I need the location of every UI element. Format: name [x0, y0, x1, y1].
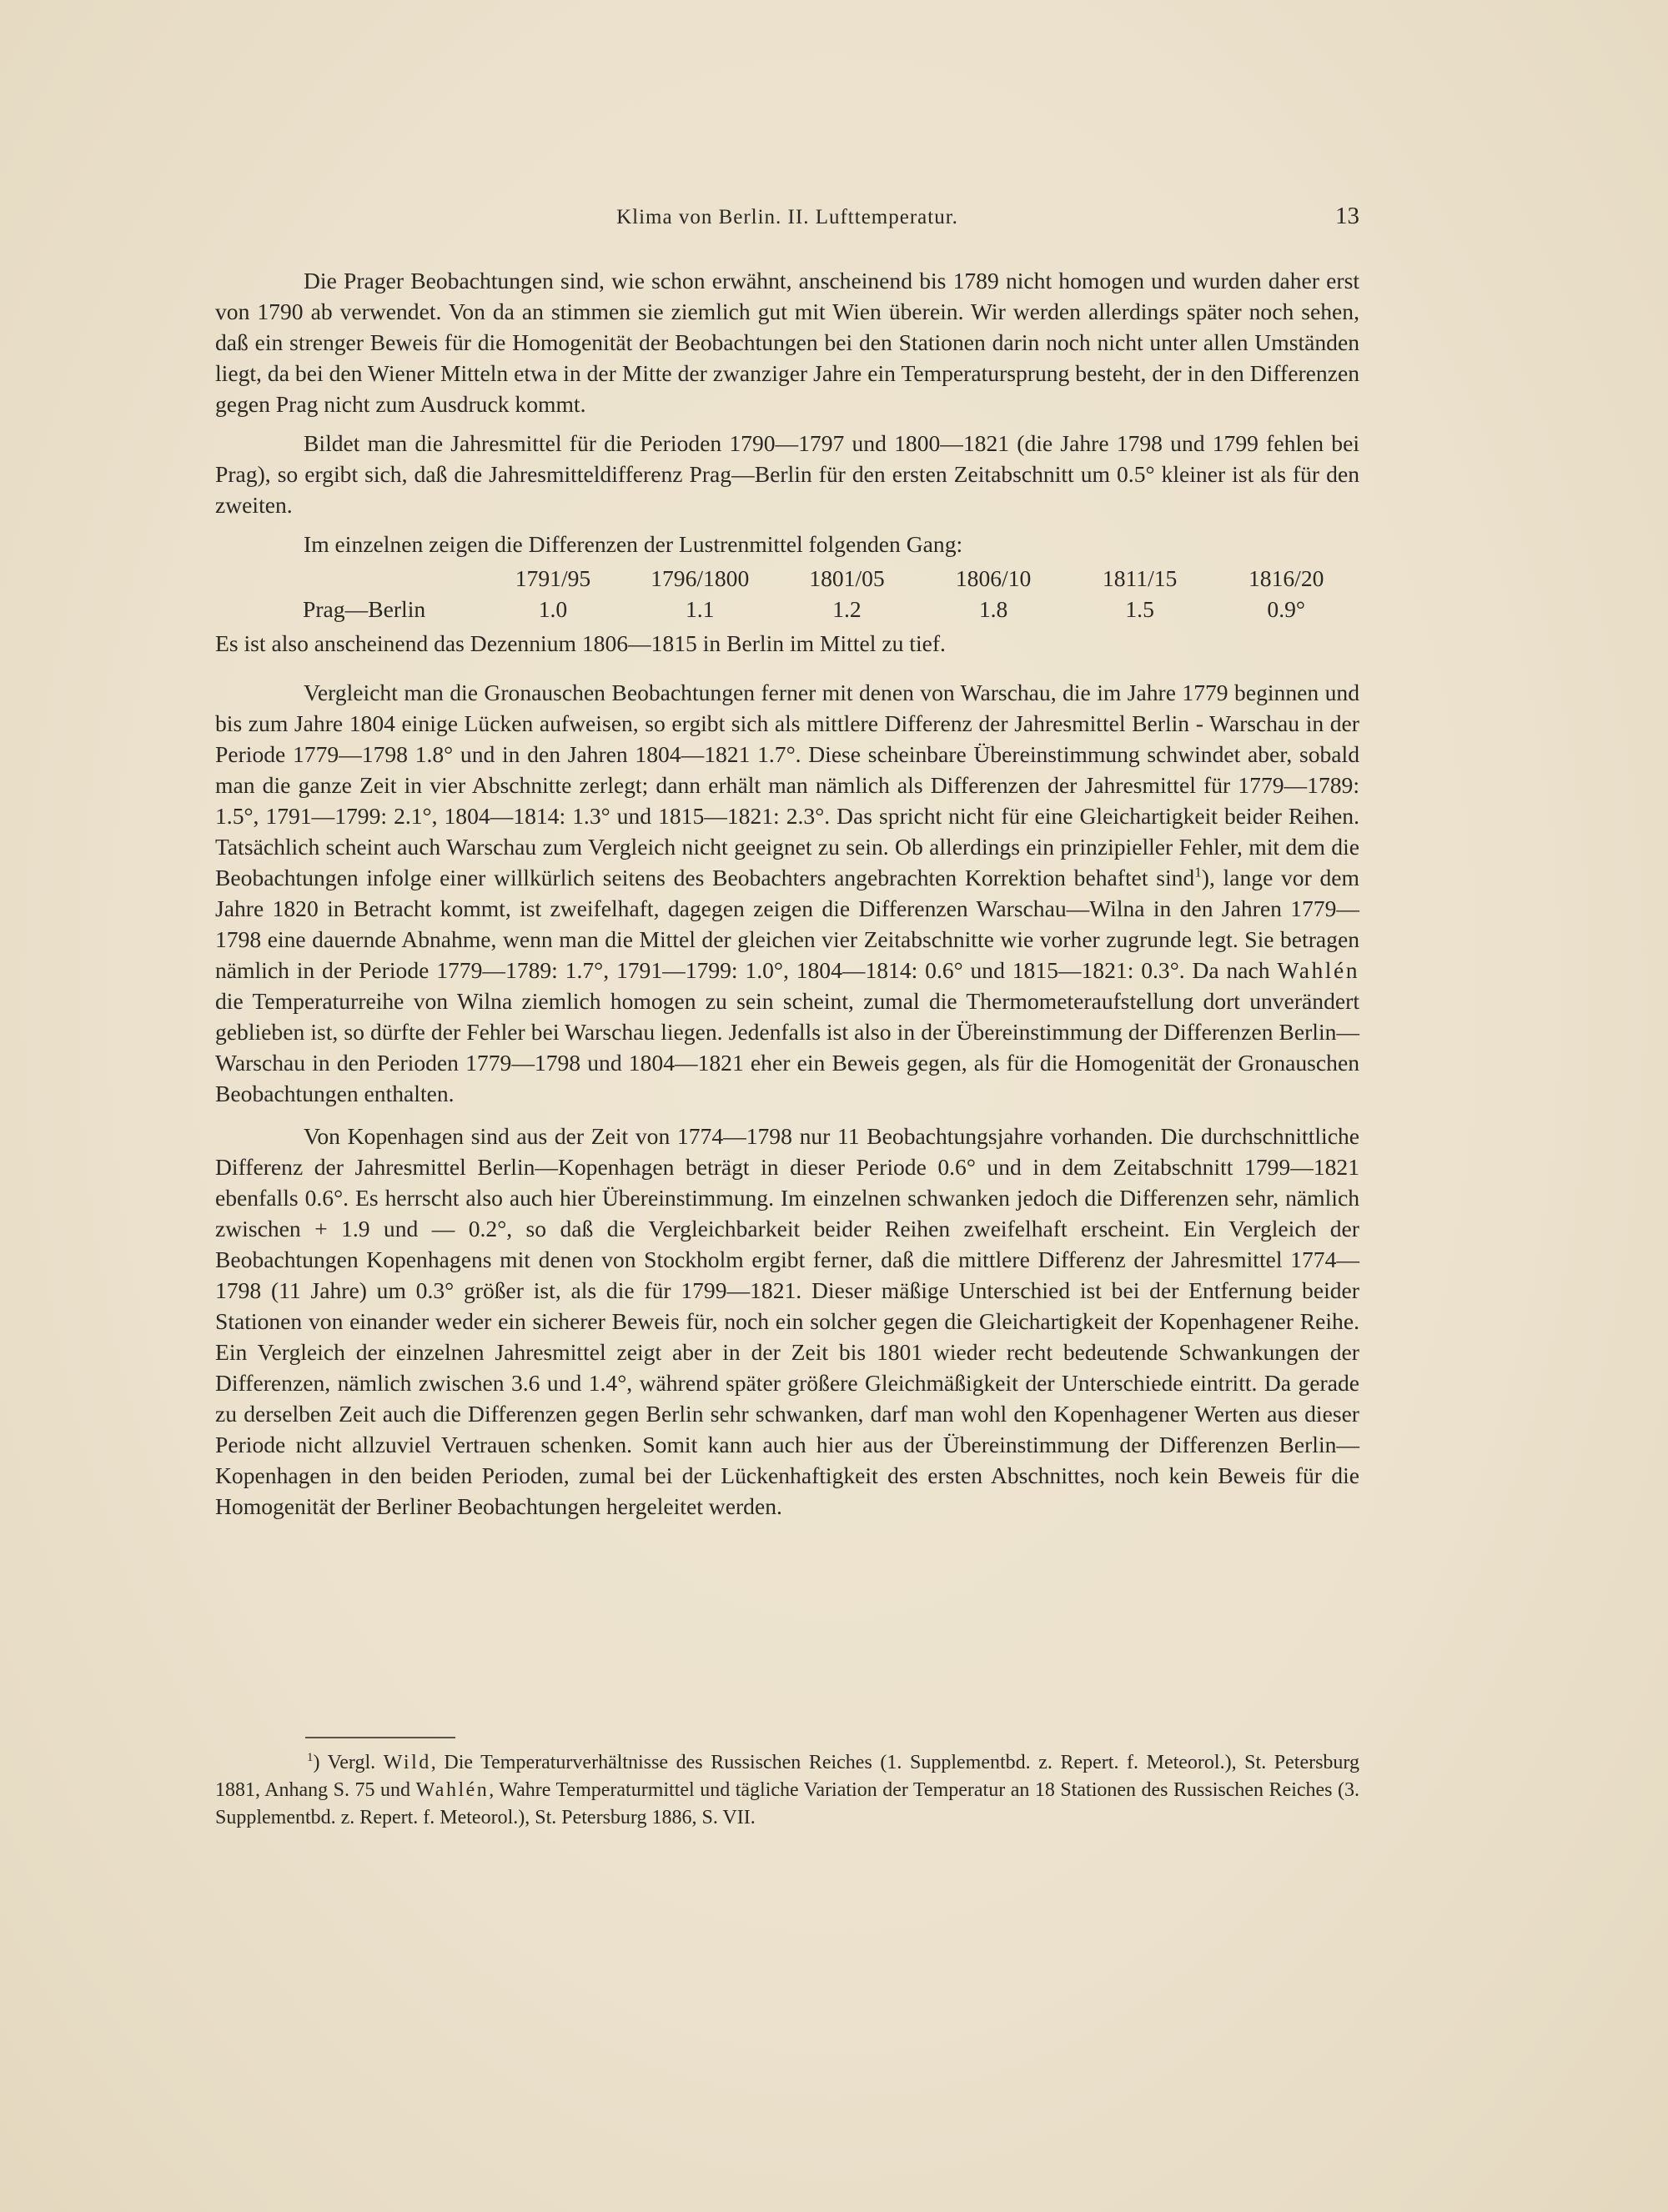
table-row-label: Prag—Berlin	[303, 596, 426, 622]
table-row	[215, 594, 1359, 624]
table-header-row	[215, 563, 1359, 594]
footnote-marker: 1	[307, 1751, 314, 1765]
footnote-divider	[305, 1737, 455, 1738]
paragraph-warschau	[215, 677, 1359, 1109]
main-text	[215, 265, 1359, 1522]
author-name-wahlen-footnote: Wahlén	[415, 1779, 490, 1801]
table-cell: 1.0	[538, 596, 568, 622]
page-number: 13	[1335, 203, 1359, 229]
warschau-text-part1: Vergleicht man die Gronauschen Beobachtungen ferner mit denen von Warschau, die im Jahre 1779 beginnen und bis zum Jahre 1804 einige Lücken aufweisen, so ergibt sich als mittlere Differenz der Jahresmittel Berlin - Warschau in der Periode 1779—1798 1.8° und in den Jahren 1804—1821 1.7°. Diese scheinbare Übereinstimmung schwindet aber, sobald man die ganze Zeit in vier Abschnitte zerlegt; dann erhält man nämlich als Differenzen der Jahresmittel für 1779—1789: 1.5°, 1791—1799: 2.1°, 1804—1814: 1.3° und 1815—1821: 2.3°. Das spricht nicht für eine Gleichartigkeit beider Reihen. Tatsächlich scheint auch Warschau zum Vergleich nicht geeignet zu sein. Ob allerdings ein prinzipieller Fehler, mit dem die Beobachtungen infolge einer willkürlich seitens des Beobachters angebrachten Korrektion behaftet sind	[215, 680, 1359, 890]
footnote-text-part1: , Die Temperaturverhältnisse des Russischen Reiches (1. Supplementbd. z. Repert. f. Meteorol.), St. Petersburg 1881, Anhang S. 75 und	[215, 1752, 1359, 1801]
table-cell: 0.9°	[1267, 596, 1305, 622]
warschau-text-part3: die Temperaturreihe von Wilna ziemlich homogen zu sein scheint, zumal die Thermometeraufstellung dort unverändert geblieben ist, so dürfte der Fehler bei Warschau liegen. Jedenfalls ist also in der Übereinstimmung der Differenzen Berlin—Warschau in den Perioden 1779—1798 und 1804—1821 eher ein Beweis gegen, als für die Homogenität der Gronauschen Beobachtungen enthalten.	[215, 988, 1359, 1106]
lustren-table	[215, 563, 1359, 624]
paragraph-kopenhagen: Von Kopenhagen sind aus der Zeit von 1774—1798 nur 11 Beobachtungsjahre vorhanden. Die durchschnittliche Differenz der Jahresmittel Berlin—Kopenhagen beträgt in dieser Periode 0.6° und in dem Zeitabschnitt 1799—1821 ebenfalls 0.6°. Es herrscht also auch hier Übereinstimmung. Im einzelnen schwanken jedoch die Differenzen sehr, nämlich zwischen + 1.9 und — 0.2°, so daß die Vergleichbarkeit beider Reihen zweifelhaft erscheint. Ein Vergleich der Beobachtungen Kopenhagens mit denen von Stockholm ergibt ferner, daß die mittlere Differenz der Jahresmittel 1774—1798 (11 Jahre) um 0.3° größer ist, als die für 1799—1821. Dieser mäßige Unterschied ist bei der Entfernung beider Stationen von einander weder ein sicherer Beweis für, noch ein solcher gegen die Gleichartigkeit der Kopenhagener Reihe. Ein Vergleich der einzelnen Jahresmittel zeigt aber in der Zeit bis 1801 wieder recht bedeutende Schwankungen der Differenzen, nämlich zwischen 3.6 und 1.4°, während später größere Gleichmäßigkeit der Unterschiede eintritt. Da gerade zu derselben Zeit auch die Differenzen gegen Berlin sehr schwanken, darf man wohl den Kopenhagener Werten aus dieser Periode nicht allzuviel Vertrauen schenken. Somit kann auch hier aus der Übereinstimmung der Differenzen Berlin—Kopenhagen in den beiden Perioden, zumal bei der Lückenhaftigkeit des ersten Abschnittes, noch kein Beweis für die Homogenität der Berliner Beobachtungen hergeleitet werden.	[215, 1123, 1359, 1519]
table-column-header: 1791/95	[515, 565, 591, 591]
table-cell: 1.1	[685, 596, 715, 622]
paragraph-dezennium: Es ist also anscheinend das Dezennium 1806—1815 in Berlin im Mittel zu tief.	[215, 630, 946, 656]
footnote-prefix: ) Vergl.	[313, 1752, 376, 1773]
table-cell: 1.8	[978, 596, 1008, 622]
table-column-header: 1816/20	[1248, 565, 1324, 591]
table-column-header: 1796/1800	[651, 565, 750, 591]
author-name-wahlen: Wahlén	[1277, 957, 1359, 983]
author-name-wild: Wild	[383, 1752, 431, 1773]
table-corner	[215, 563, 480, 594]
table-column-header: 1806/10	[955, 565, 1032, 591]
footnote-reference: 1	[1194, 864, 1202, 880]
table-cell: 1.5	[1125, 596, 1154, 622]
footnotes	[215, 1749, 1359, 1832]
paragraph-prague: Die Prager Beobachtungen sind, wie schon erwähnt, anscheinend bis 1789 nicht homogen und wurden daher erst von 1790 ab verwendet. Von da an stimmen sie ziemlich gut mit Wien überein. Wir werden allerdings später noch sehen, daß ein strenger Beweis für die Homogenität der Beobachtungen bei den Stationen darin noch nicht unter allen Umständen liegt, da bei den Wiener Mitteln etwa in der Mitte der zwanziger Jahre ein Temperatursprung besteht, der in den Differenzen gegen Prag nicht zum Ausdruck kommt.	[215, 268, 1359, 417]
footnote-1	[215, 1749, 1359, 1832]
paragraph-lustren-intro: Im einzelnen zeigen die Differenzen der Lustrenmittel folgenden Gang:	[304, 531, 963, 557]
footnote-text-part2: , Wahre Temperaturmittel und tägliche Variation der Temperatur an 18 Stationen des Russischen Reiches (3. Supplementbd. z. Repert. f. Meteorol.), St. Petersburg 1886, S. VII.	[215, 1779, 1360, 1828]
running-header	[215, 203, 1359, 236]
table-cell: 1.2	[832, 596, 862, 622]
table-column-header: 1811/15	[1102, 565, 1178, 591]
running-title: Klima von Berlin. II. Lufttemperatur.	[616, 206, 958, 228]
table-column-header: 1801/05	[809, 565, 885, 591]
paragraph-annual-means: Bildet man die Jahresmittel für die Perioden 1790—1797 und 1800—1821 (die Jahre 1798 und 1799 fehlen bei Prag), so ergibt sich, daß die Jahresmitteldifferenz Prag—Berlin für den ersten Zeitabschnitt um 0.5° kleiner ist als für den zweiten.	[215, 430, 1359, 518]
warschau-text-part2: ), lange vor dem Jahre 1820 in Betracht kommt, ist zweifelhaft, dagegen zeigen die Differenzen Warschau—Wilna in den Jahren 1779—1798 eine dauernde Abnahme, wenn man die Mittel der gleichen vier Zeitabschnitte wie vorher zugrunde legt. Sie betragen nämlich in der Periode 1779—1789: 1.7°, 1791—1799: 1.0°, 1804—1814: 0.6° und 1815—1821: 0.3°. Da nach	[215, 865, 1359, 983]
